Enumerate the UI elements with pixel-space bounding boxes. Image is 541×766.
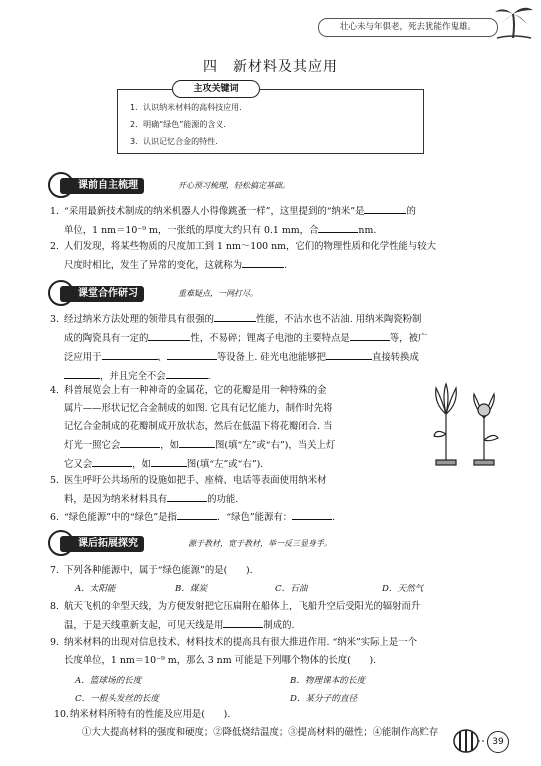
answer-blank[interactable] xyxy=(167,348,217,360)
answer-blank[interactable] xyxy=(223,616,263,628)
answer-blank[interactable] xyxy=(242,256,284,268)
option-b[interactable]: B．物理课本的长度 xyxy=(290,676,366,686)
option-c[interactable]: C．石油 xyxy=(275,584,308,594)
answer-blank[interactable] xyxy=(292,508,332,520)
question-5: 5. 医生呼吁公共场所的设施如把手、座椅、电话等表面使用纳米材 料，是因为纳米材料具有 的功能. xyxy=(50,475,327,505)
answer-blank[interactable] xyxy=(64,367,100,379)
answer-blank[interactable] xyxy=(350,329,390,341)
answer-blank[interactable] xyxy=(179,436,215,448)
goals-heading: 主攻关键词 xyxy=(172,80,260,98)
question-9: 9. 纳米材料的出现对信息技术、材料技术的提高具有很大推进作用. “纳米”实际上是一个 长度单位，1 nm＝10⁻⁹ m，那么 3 nm 可能是下列哪个物体的长度( ). xyxy=(50,637,418,666)
section-subtitle: 重难疑点，一网打尽。 xyxy=(178,289,258,298)
header-motto: 壮心未与年俱老，死去犹能作鬼雄。 xyxy=(318,18,498,37)
answer-blank[interactable] xyxy=(120,436,160,448)
answer-blank[interactable] xyxy=(92,455,132,467)
question-7: 7. 下列各种能源中，属于“绿色能源”的是( ). xyxy=(50,565,253,576)
goal-item: 1．认识纳米材料的高科技应用. xyxy=(130,103,242,112)
option-d[interactable]: D．某分子的直径 xyxy=(290,694,358,704)
goal-item: 3．认识记忆合金的特性. xyxy=(130,137,218,146)
section-label: 课前自主梳理 xyxy=(60,178,144,194)
option-a[interactable]: A．篮球场的长度 xyxy=(75,676,142,686)
answer-blank[interactable] xyxy=(151,455,187,467)
goal-item: 2．明确“绿色”能源的含义. xyxy=(130,120,226,129)
left-flower-image xyxy=(434,384,456,465)
question-3: 3. 经过纳米方法处理的领带具有很强的 性能，不沾水也不沾油. 用纳米陶瓷粉制 成的陶瓷具有一定的 性，不易碎；锂离子电池的主要特点是 等，被广 泛应用于 、 等设备上. 硅光电池能够把 直接转换成 ，并且完全不会 . xyxy=(64,310,487,386)
question-8: 8. 航天飞机的伞型天线，为方便发射把它压扁附在船体上，飞船升空后受阳光的辐射而升 温，于是天线重新支起，可见天线是用 制成的. xyxy=(50,601,421,631)
question-10: 10.纳米材料所特有的性能及应用是( ). ①大大提高材料的强度和硬度；②降低烧结温度；③提高材料的磁性；④能制作高贮存 xyxy=(54,709,439,738)
right-flower-image xyxy=(474,394,498,465)
answer-blank[interactable] xyxy=(167,490,207,502)
question-6: 6. “绿色能源”中的“绿色”是指 ．“绿色”能源有： . xyxy=(64,508,487,527)
answer-blank[interactable] xyxy=(364,202,406,214)
answer-blank[interactable] xyxy=(177,508,217,520)
answer-blank[interactable] xyxy=(318,221,358,233)
answer-blank[interactable] xyxy=(326,348,372,360)
question-4: 4. 科普展览会上有一种神奇的金属花，它的花瓣是用一种特殊的金 属片——形状记忆合金制成的如图. 它具有记忆能力，制作时先将 记忆合金制成的花瓣制成开放状态，然后在低温下将花瓣闭合. 当 灯光一照它会 ，如 图(填“左”或“右”)，当关上灯 它又会 ，如 图(填“左”或“右”). xyxy=(50,385,336,470)
palm-tree-icon xyxy=(493,4,535,40)
option-b[interactable]: B．煤炭 xyxy=(175,584,208,594)
option-c[interactable]: C．一根头发丝的长度 xyxy=(75,694,159,704)
answer-blank[interactable] xyxy=(148,329,190,341)
memory-alloy-flower-figure xyxy=(428,374,502,466)
section-label: 课后拓展探究 xyxy=(60,536,144,552)
footer-decoration-icon xyxy=(448,728,486,754)
option-a[interactable]: A．太阳能 xyxy=(75,584,116,594)
page-number: 39 xyxy=(487,731,509,753)
option-d[interactable]: D．天然气 xyxy=(382,584,424,594)
section-subtitle: 开心预习梳理，轻松搞定基础。 xyxy=(178,181,290,190)
page-title: 四 新材料及其应用 xyxy=(203,59,338,75)
question-2: 2. 人们发现，将某些物质的尺度加工到 1 nm～100 nm，它们的物理性质和化学性能与较大 尺度时相比，发生了异常的变化，这就称为 . xyxy=(50,241,437,271)
question-1: 1. “采用最新技术制成的纳米机器人小得像跳蚤一样”，这里提到的“纳米”是 的 单位，1 nm＝10⁻⁹ m，一张纸的厚度大约只有 0.1 mm，合 nm. xyxy=(64,202,487,240)
answer-blank[interactable] xyxy=(214,310,256,322)
answer-blank[interactable] xyxy=(166,367,208,379)
section-label: 课堂合作研习 xyxy=(60,286,144,302)
section-subtitle: 源于教材，宽于教材，举一反三显身手。 xyxy=(188,539,332,548)
answer-blank[interactable] xyxy=(102,348,158,360)
